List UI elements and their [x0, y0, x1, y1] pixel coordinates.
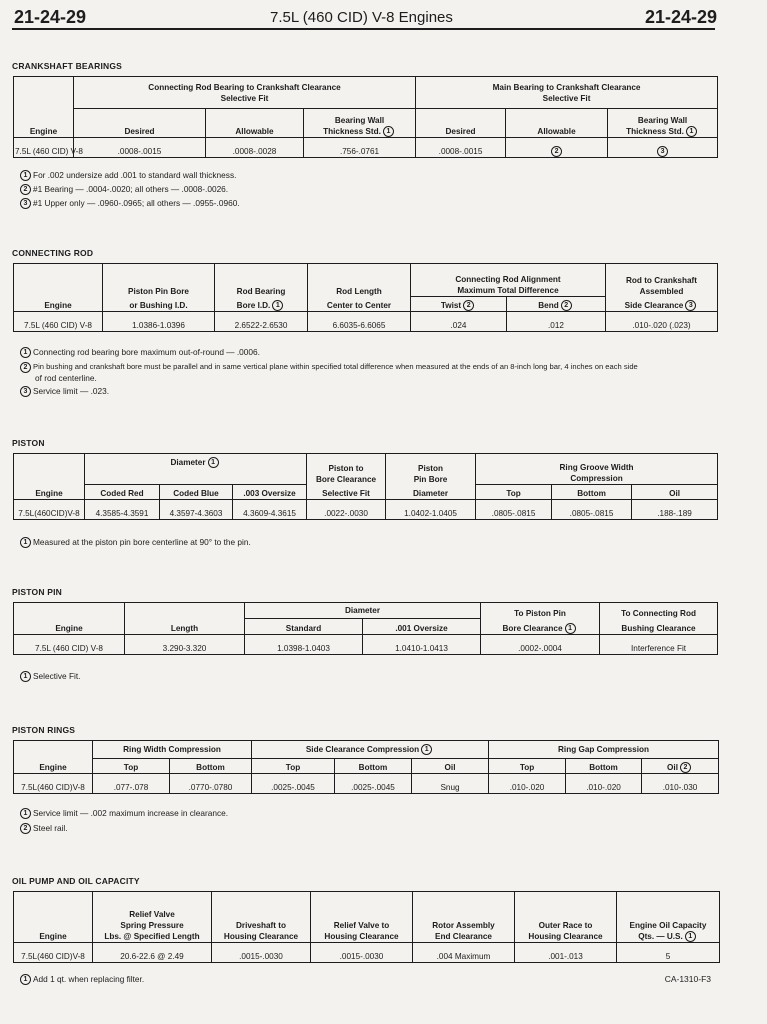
rings-h-oil: Oil [667, 762, 678, 772]
table-cell: 4.3597-4.3603 [160, 500, 233, 520]
crank-h-rod-sub: Selective Fit [220, 93, 269, 103]
table-cell: .0025-.0045 [335, 774, 412, 794]
table-cell: 7.5L(460 CID)V-8 [14, 774, 93, 794]
oil-h-ra1: Rotor Assembly [432, 921, 495, 930]
table-cell: .756-.0761 [304, 138, 416, 158]
crank-h-main: Main Bearing to Crankshaft Clearance [492, 82, 641, 92]
table-cell: 5 [617, 943, 720, 963]
rod-note-1: 1 Connecting rod bearing bore maximum out-of-round — .0006. [18, 347, 260, 358]
table-cell: 4.3585-4.3591 [85, 500, 160, 520]
table-row [14, 312, 718, 332]
table-row [14, 635, 718, 655]
rod-h-side2: Assembled [639, 286, 684, 296]
footnote-1-icon: 1 [208, 457, 219, 468]
rod-h-bend: Bend [538, 300, 559, 310]
table-cell: 7.5L (460 CID) V-8 [14, 635, 125, 655]
table-cell: .0008-.0028 [206, 138, 304, 158]
rod-h-bore2: or Bushing I.D. [103, 297, 215, 312]
piston-h-red: Coded Red [85, 485, 160, 500]
footnote-1-icon: 1 [685, 931, 696, 942]
rod-h-side3: Side Clearance [624, 300, 684, 310]
pin-h-std: Standard [245, 619, 363, 635]
rings-h-top: Top [252, 759, 335, 774]
table-cell: 1.0386-1.0396 [103, 312, 215, 332]
table-cell: 7.5L(460 CID)V-8 [14, 943, 93, 963]
piston-h-top: Top [476, 485, 552, 500]
crank-h-wall4: Thickness Std. [626, 126, 684, 136]
piston-h-blue: Coded Blue [160, 485, 233, 500]
rings-note-1: 1 Service limit — .002 maximum increase in clearance. [18, 808, 228, 819]
piston-h-over: .003 Oversize [233, 485, 307, 500]
table-row [14, 774, 719, 794]
oil-h-cap2: Qts. — U.S. [638, 931, 683, 941]
crank-h-wall1: Bearing Wall [334, 115, 385, 125]
oil-table [13, 891, 720, 963]
crank-h-rod: Connecting Rod Bearing to Crankshaft Clearance [148, 82, 341, 92]
rod-table [13, 263, 718, 332]
oil-h-ds2: Housing Clearance [223, 932, 299, 941]
oil-h-ds1: Driveshaft to [235, 921, 287, 930]
crank-h-allowable2: Allowable [506, 109, 608, 138]
footnote-2-icon: 2 [20, 362, 31, 373]
table-cell: .001-.013 [515, 943, 617, 963]
oil-h-or2: Housing Clearance [528, 932, 603, 941]
rod-note-3: 3 Service limit — .023. [18, 386, 109, 397]
footnote-1-icon: 1 [565, 623, 576, 634]
piston-h-ring1: Ring Groove Width [559, 463, 634, 472]
table-row [14, 943, 720, 963]
piston-h-ring2: Compression [570, 474, 623, 483]
rod-note-2-cont: of rod centerline. [35, 373, 97, 383]
table-cell: 1.0410-1.0413 [363, 635, 481, 655]
table-cell: .0008-.0015 [416, 138, 506, 158]
rings-h-width: Ring Width Compression [93, 741, 252, 759]
table-cell: .0805-.0815 [476, 500, 552, 520]
rings-h-bottom: Bottom [335, 759, 412, 774]
piston-h-bottom: Bottom [552, 485, 632, 500]
crank-h-main-sub: Selective Fit [542, 93, 591, 103]
table-cell: .004 Maximum [413, 943, 515, 963]
table-cell: .0002-.0004 [481, 635, 600, 655]
rings-note-2: 2 Steel rail. [18, 823, 68, 834]
footnote-1-icon: 1 [383, 126, 394, 137]
page-title: 7.5L (460 CID) V-8 Engines [270, 9, 453, 26]
table-cell: 2.6522-2.6530 [215, 312, 308, 332]
pin-h-tp1: To Piston Pin [481, 603, 600, 619]
table-cell: .010-.020 [489, 774, 566, 794]
piston-h-oil: Oil [632, 485, 718, 500]
footnote-2-icon: 2 [551, 146, 562, 157]
oil-h-or1: Outer Race to [538, 921, 593, 930]
table-cell: .188-.189 [632, 500, 718, 520]
rings-h-side: Side Clearance Compression [305, 744, 420, 754]
footnote-1-icon: 1 [20, 170, 31, 181]
page-number-right: 21-24-29 [644, 7, 717, 27]
pin-h-over: .001 Oversize [363, 619, 481, 635]
rings-h-bottom: Bottom [170, 759, 252, 774]
table-cell: .0805-.0815 [552, 500, 632, 520]
piston-h-pc3: Selective Fit [307, 485, 386, 500]
rod-h-side1: Rod to Crankshaft [626, 275, 697, 285]
piston-h-pc2: Bore Clearance [315, 474, 377, 484]
table-cell: .0015-.0030 [212, 943, 311, 963]
footnote-3-icon: 3 [685, 300, 696, 311]
piston-table [13, 453, 718, 520]
piston-title: PISTON [12, 438, 45, 448]
pin-h-tp2: Bore Clearance [502, 623, 563, 633]
rod-h-len2: Center to Center [308, 297, 411, 312]
rings-title: PISTON RINGS [12, 725, 76, 735]
rod-h-rb2: Bore I.D. [236, 300, 271, 310]
footnote-2-icon: 2 [20, 823, 31, 834]
piston-h-pc1: Piston to [328, 463, 364, 473]
table-cell: .010-.020 [566, 774, 642, 794]
table-cell: 7.5L(460CID)V-8 [14, 500, 85, 520]
piston-h-pp2: Pin Bore [413, 474, 448, 484]
footnote-2-icon: 2 [20, 184, 31, 195]
rings-h-engine: Engine [14, 759, 93, 774]
rod-h-align1: Connecting Rod Alignment [455, 275, 561, 284]
rod-note-2: 2 Pin bushing and crankshaft bore must be parallel and in same vertical plane within specified total difference when measured at the ends of an 8-inch long bar, 4 inches on each side [18, 361, 638, 373]
oil-h-engine: Engine [14, 892, 93, 943]
rings-h-oil: Oil [412, 759, 489, 774]
table-cell: Snug [412, 774, 489, 794]
rod-h-bore1: Piston Pin Bore [103, 264, 215, 297]
table-cell: 1.0398-1.0403 [245, 635, 363, 655]
oil-h-rh2: Housing Clearance [324, 932, 399, 941]
pin-h-engine: Engine [14, 619, 125, 635]
crank-h-wall3: Bearing Wall [637, 115, 688, 125]
rings-h-gap: Ring Gap Compression [489, 741, 719, 759]
table-row [14, 500, 718, 520]
table-cell: .024 [411, 312, 507, 332]
page-header [12, 6, 715, 30]
rings-h-top: Top [93, 759, 170, 774]
footnote-1-icon: 1 [421, 744, 432, 755]
crank-h-engine: Engine [14, 109, 74, 138]
footnote-1-icon: 1 [20, 537, 31, 548]
table-cell: .0025-.0045 [252, 774, 335, 794]
crank-h-desired: Desired [74, 109, 206, 138]
crank-h-engine-top [14, 77, 74, 109]
rod-title: CONNECTING ROD [12, 248, 94, 258]
oil-note-1: 1 Add 1 qt. when replacing filter. [18, 974, 144, 985]
rings-table [13, 740, 719, 794]
footnote-1-icon: 1 [20, 671, 31, 682]
oil-h-rv2: Spring Pressure [120, 921, 184, 930]
footnote-1-icon: 1 [20, 808, 31, 819]
table-cell: .010-.030 [642, 774, 719, 794]
crank-h-desired2: Desired [416, 109, 506, 138]
table-cell: 1.0402-1.0405 [386, 500, 476, 520]
crank-note-1: 1 For .002 undersize add .001 to standard wall thickness. [18, 170, 236, 181]
oil-h-cap1: Engine Oil Capacity [629, 920, 707, 930]
crank-h-wall2: Thickness Std. [323, 126, 381, 136]
pin-note-1: 1 Selective Fit. [18, 671, 81, 682]
footnote-2-icon: 2 [680, 762, 691, 773]
oil-h-rv3: Lbs. @ Specified Length [104, 932, 200, 941]
table-cell: .0015-.0030 [311, 943, 413, 963]
crank-h-allowable: Allowable [206, 109, 304, 138]
table-cell: Interference Fit [600, 635, 718, 655]
pin-h-tr1: To Connecting Rod [600, 603, 718, 619]
rod-h-len1: Rod Length [308, 264, 411, 297]
footnote-1-icon: 1 [272, 300, 283, 311]
footnote-3-icon: 3 [20, 386, 31, 397]
rod-h-align2: Maximum Total Difference [457, 286, 559, 295]
crank-note-2: 2 #1 Bearing — .0004-.0020; all others — .0008-.0026. [18, 184, 228, 195]
piston-h-dia: Diameter [170, 458, 206, 467]
table-row [14, 138, 718, 158]
oil-title: OIL PUMP AND OIL CAPACITY [12, 876, 140, 886]
page-number-left: 21-24-29 [14, 7, 87, 27]
pin-title: PISTON PIN [12, 587, 63, 597]
footnote-2-icon: 2 [561, 300, 572, 311]
piston-h-pp1: Piston [418, 463, 444, 473]
footnote-1-icon: 1 [686, 126, 697, 137]
crank-note-3: 3 #1 Upper only — .0960-.0965; all others — .0955-.0960. [18, 198, 240, 209]
footnote-1-icon: 1 [20, 347, 31, 358]
pin-h-length: Length [125, 619, 245, 635]
pin-table [13, 602, 718, 655]
footnote-1-icon: 1 [20, 974, 31, 985]
piston-h-pp3: Diameter [386, 485, 476, 500]
table-cell: 4.3609-4.3615 [233, 500, 307, 520]
piston-note-1: 1 Measured at the piston pin bore centerline at 90° to the pin. [18, 537, 251, 548]
table-cell: .0022-.0030 [307, 500, 386, 520]
rod-h-engine: Engine [14, 297, 103, 312]
oil-h-ra2: End Clearance [435, 932, 492, 941]
piston-h-engine: Engine [14, 485, 85, 500]
footnote-3-icon: 3 [657, 146, 668, 157]
rings-h-bottom: Bottom [566, 759, 642, 774]
table-cell: 7.5L (460 CID) V-8 [14, 312, 103, 332]
table-cell: 7.5L (460 CID) V-8 [14, 138, 74, 158]
table-cell: .077-.078 [93, 774, 170, 794]
crank-table [13, 76, 718, 158]
figure-reference: CA-1310-F3 [664, 974, 711, 984]
rings-h-top: Top [489, 759, 566, 774]
table-cell: 20.6-22.6 @ 2.49 [93, 943, 212, 963]
rod-h-twist: Twist [440, 300, 462, 310]
pin-h-dia: Diameter [245, 603, 481, 619]
pin-h-tr2: Bushing Clearance [600, 619, 718, 635]
crank-title: CRANKSHAFT BEARINGS [12, 61, 123, 71]
footnote-3-icon: 3 [20, 198, 31, 209]
oil-h-rh1: Relief Valve to [333, 921, 390, 930]
table-cell: .0770-.0780 [170, 774, 252, 794]
oil-h-rv1: Relief Valve [129, 910, 175, 919]
rod-h-rb1: Rod Bearing [215, 264, 308, 297]
table-cell: 3.290-3.320 [125, 635, 245, 655]
table-cell: .010-.020 (.023) [606, 312, 718, 332]
footnote-2-icon: 2 [463, 300, 474, 311]
table-cell: .012 [507, 312, 606, 332]
table-cell: .0008-.0015 [74, 138, 206, 158]
table-cell: 6.6035-6.6065 [308, 312, 411, 332]
